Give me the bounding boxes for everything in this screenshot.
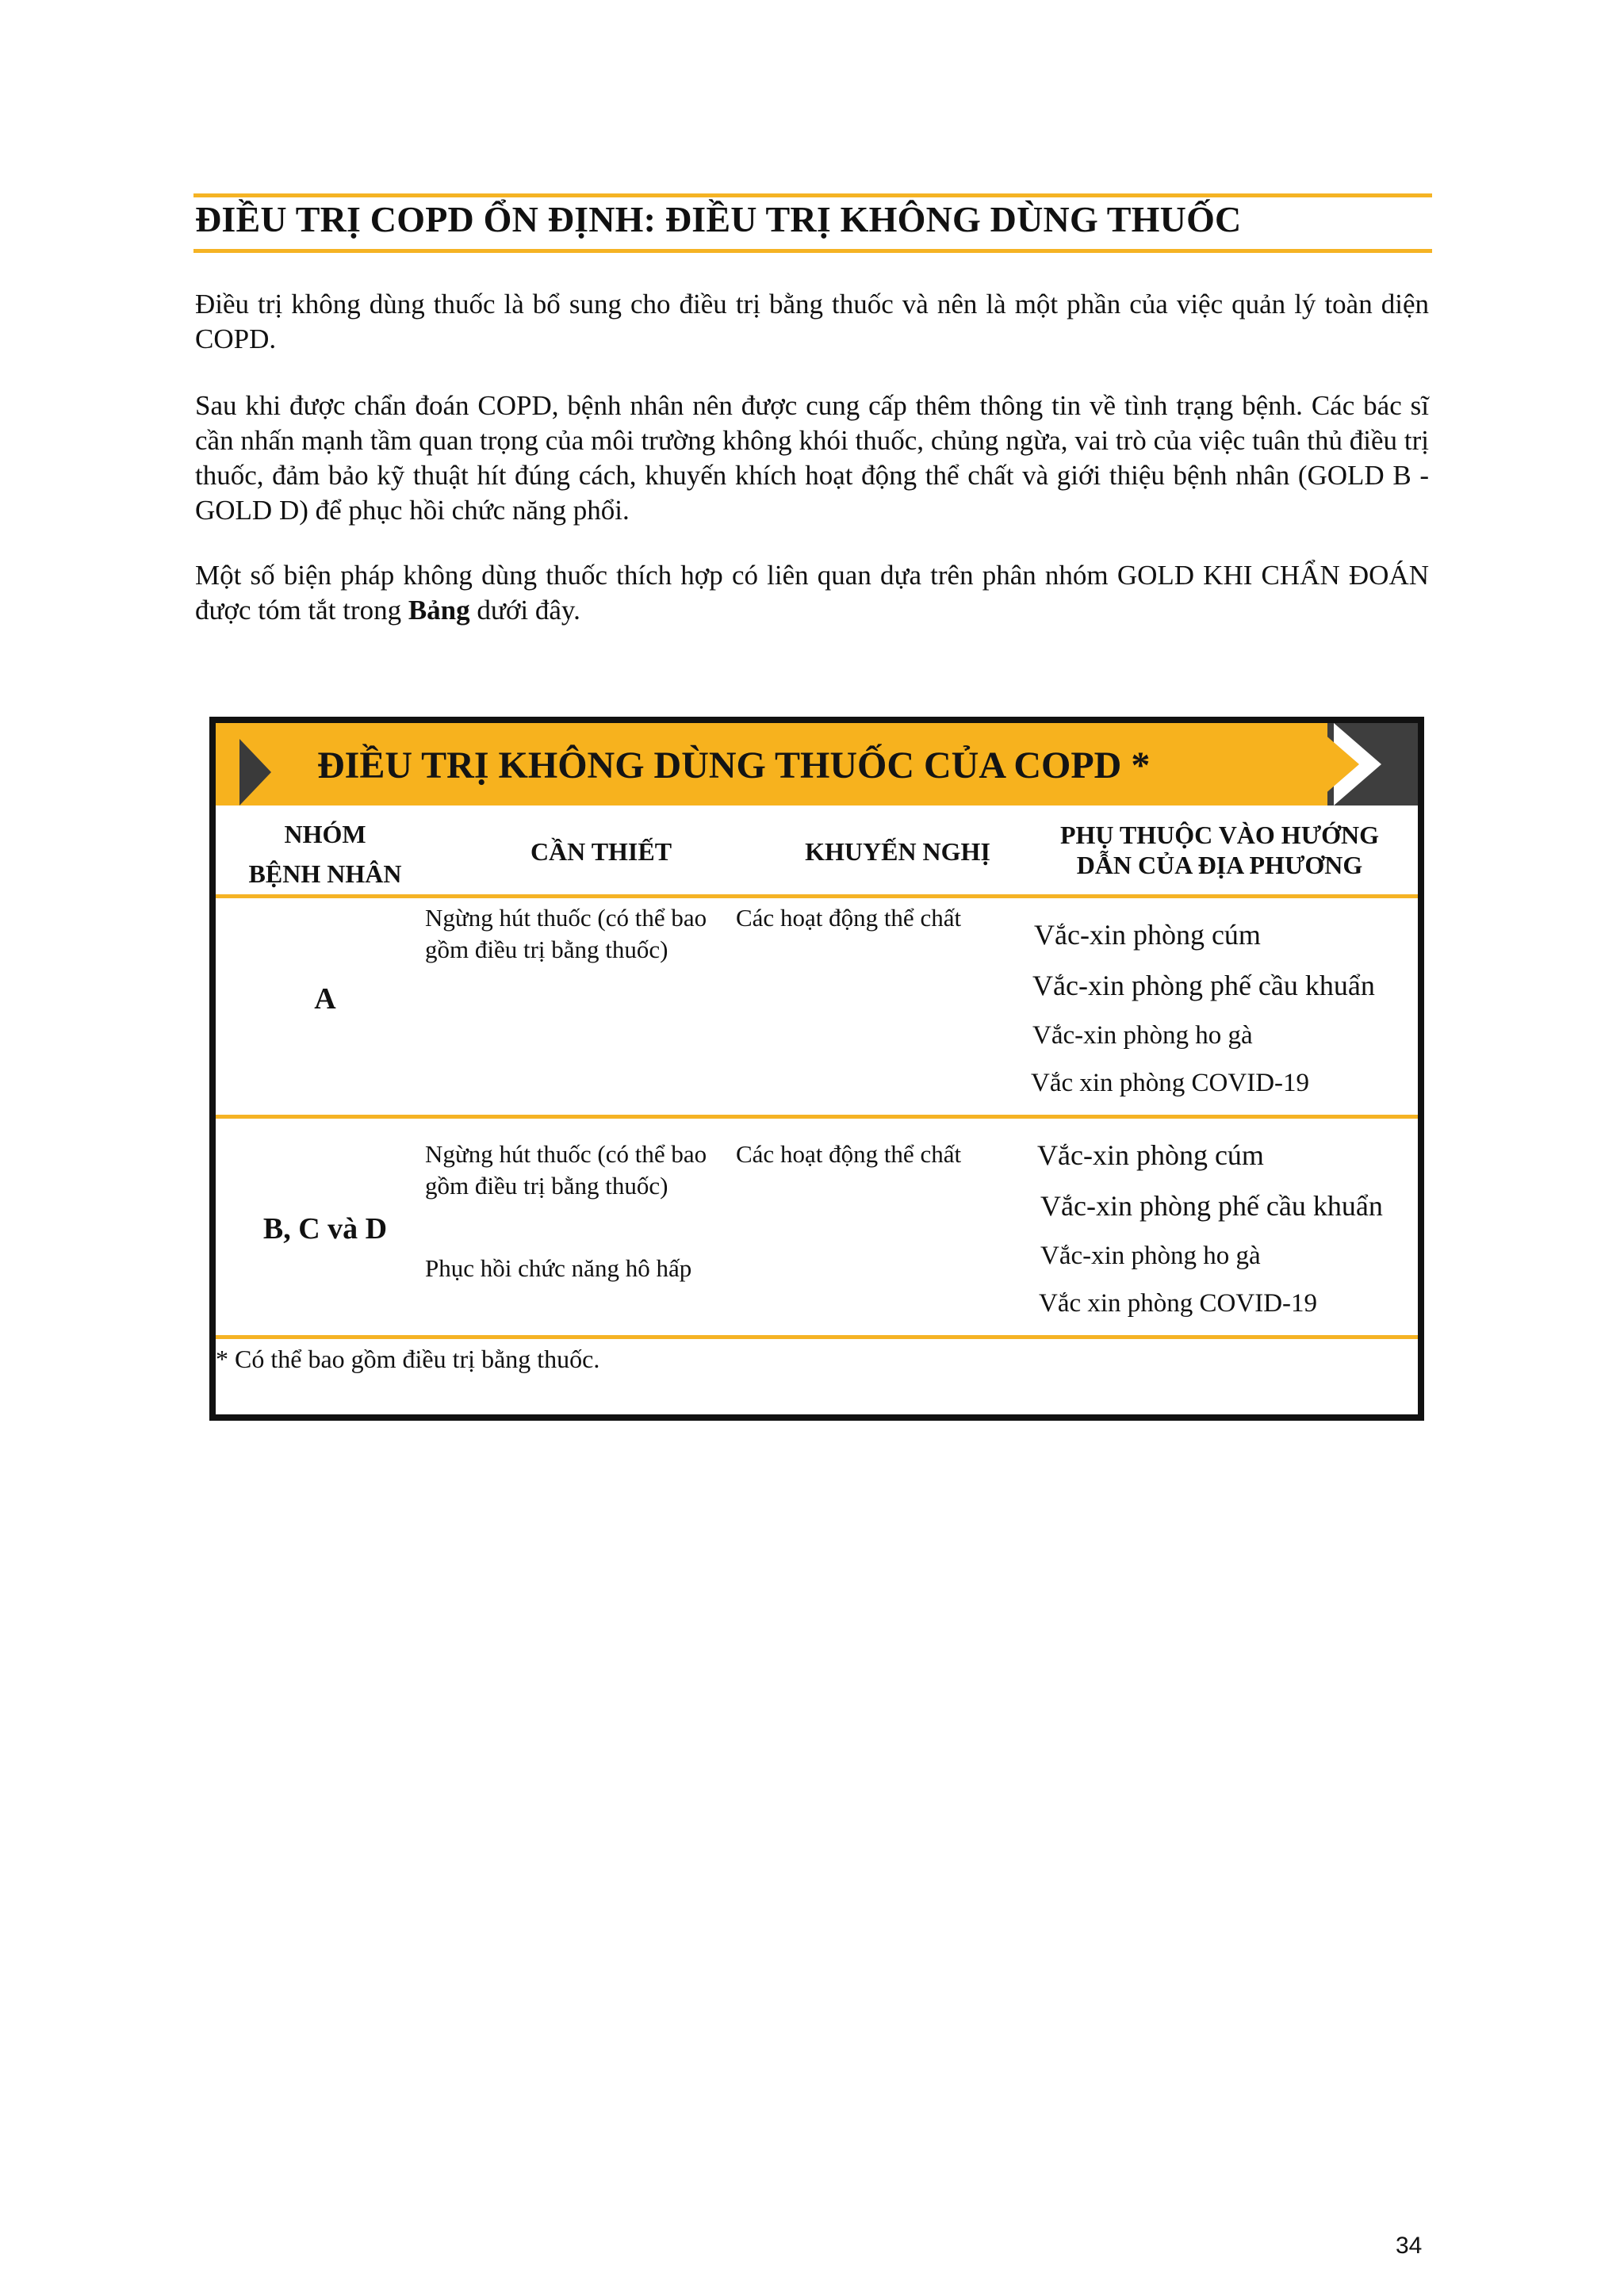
group-label-bcd: B, C và D (262, 1212, 388, 1246)
row-a-rule (216, 1115, 1418, 1119)
col-header-recommended: KHUYẾN NGHỊ (805, 837, 990, 866)
col-header-group (216, 817, 435, 891)
arrow-right-icon (239, 739, 271, 806)
col-header-local-line1: PHỤ THUỘC VÀO HƯỚNG (1059, 821, 1380, 849)
paragraph-3 (195, 558, 1429, 628)
table-header-banner (216, 723, 1418, 806)
title-rule-bottom (193, 249, 1432, 253)
title-rule-top (193, 193, 1432, 197)
row-a-recommended: Các hoạt động thể chất (736, 904, 962, 932)
row-bcd-essential-2: Phục hồi chức năng hô hấp (425, 1254, 692, 1282)
col-header-essential: CẦN THIẾT (530, 837, 672, 866)
header-row-rule (216, 894, 1418, 898)
row-a-vaccine-2: Vắc-xin phòng phế cầu khuẩn (1032, 970, 1375, 1001)
row-bcd-vaccine-4: Vắc xin phòng COVID-19 (1039, 1289, 1318, 1318)
row-a-vaccine-3: Vắc-xin phòng ho gà (1032, 1021, 1253, 1050)
col-header-local (1037, 820, 1402, 880)
row-bcd-recommended: Các hoạt động thể chất (736, 1140, 962, 1168)
paragraph-2: Sau khi được chẩn đoán COPD, bệnh nhân nên được cung cấp thêm thông tin về tình trạng bệnh. Các bác sĩ cần nhấn mạnh tầm quan trọng của môi trường không khói thuốc, chủng ngừa, vai trò của việc tuân thủ điều trị thuốc, đảm bảo kỹ thuật hít đúng cách, khuyến khích hoạt động thể chất và giới thiệu bệnh nhân (GOLD B - GOLD D) để phục hồi chức năng phổi. (195, 390, 1429, 526)
row-bcd-essential: Ngừng hút thuốc (có thể bao gồm điều trị bằng thuốc) (425, 1140, 707, 1200)
section-title: ĐIỀU TRỊ COPD ỔN ĐỊNH: ĐIỀU TRỊ KHÔNG DÙNG THUỐC (195, 199, 1242, 239)
row-a-vaccine-4: Vắc xin phòng COVID-19 (1031, 1069, 1310, 1097)
table-title: ĐIỀU TRỊ KHÔNG DÙNG THUỐC CỦA COPD * (317, 744, 1151, 786)
row-bcd-rule (216, 1335, 1418, 1339)
page-number: 34 (1396, 2233, 1423, 2259)
chevron-cutout (1312, 723, 1359, 806)
row-bcd-vaccine-3: Vắc-xin phòng ho gà (1040, 1242, 1261, 1270)
col-header-group-line2: BỆNH NHÂN (248, 859, 402, 888)
paragraph-3-tail: dưới đây. (469, 595, 580, 626)
row-a-essential: Ngừng hút thuốc (có thể bao gồm điều trị bằng thuốc) (425, 904, 707, 963)
group-label-a: A (314, 982, 336, 1016)
paragraph-3-text: Một số biện pháp không dùng thuốc thích hợp có liên quan dựa trên phân nhóm GOLD KHI CHẨN ĐOÁN được tóm tắt trong (195, 560, 1429, 626)
table-footnote: * Có thể bao gồm điều trị bằng thuốc. (216, 1345, 600, 1373)
treatment-table (209, 717, 1424, 1421)
paragraph-1: Điều trị không dùng thuốc là bổ sung cho điều trị bằng thuốc và nên là một phần của việc quản lý toàn diện COPD. (195, 289, 1429, 354)
paragraph-3-bold: Bảng (408, 595, 470, 626)
row-a-vaccine-1: Vắc-xin phòng cúm (1034, 919, 1261, 951)
row-bcd-vaccine-1: Vắc-xin phòng cúm (1037, 1139, 1264, 1171)
col-header-local-line2: DẪN CỦA ĐỊA PHƯƠNG (1076, 851, 1363, 879)
row-bcd-vaccine-2: Vắc-xin phòng phế cầu khuẩn (1040, 1190, 1383, 1222)
col-header-group-line1: NHÓM (284, 820, 366, 848)
